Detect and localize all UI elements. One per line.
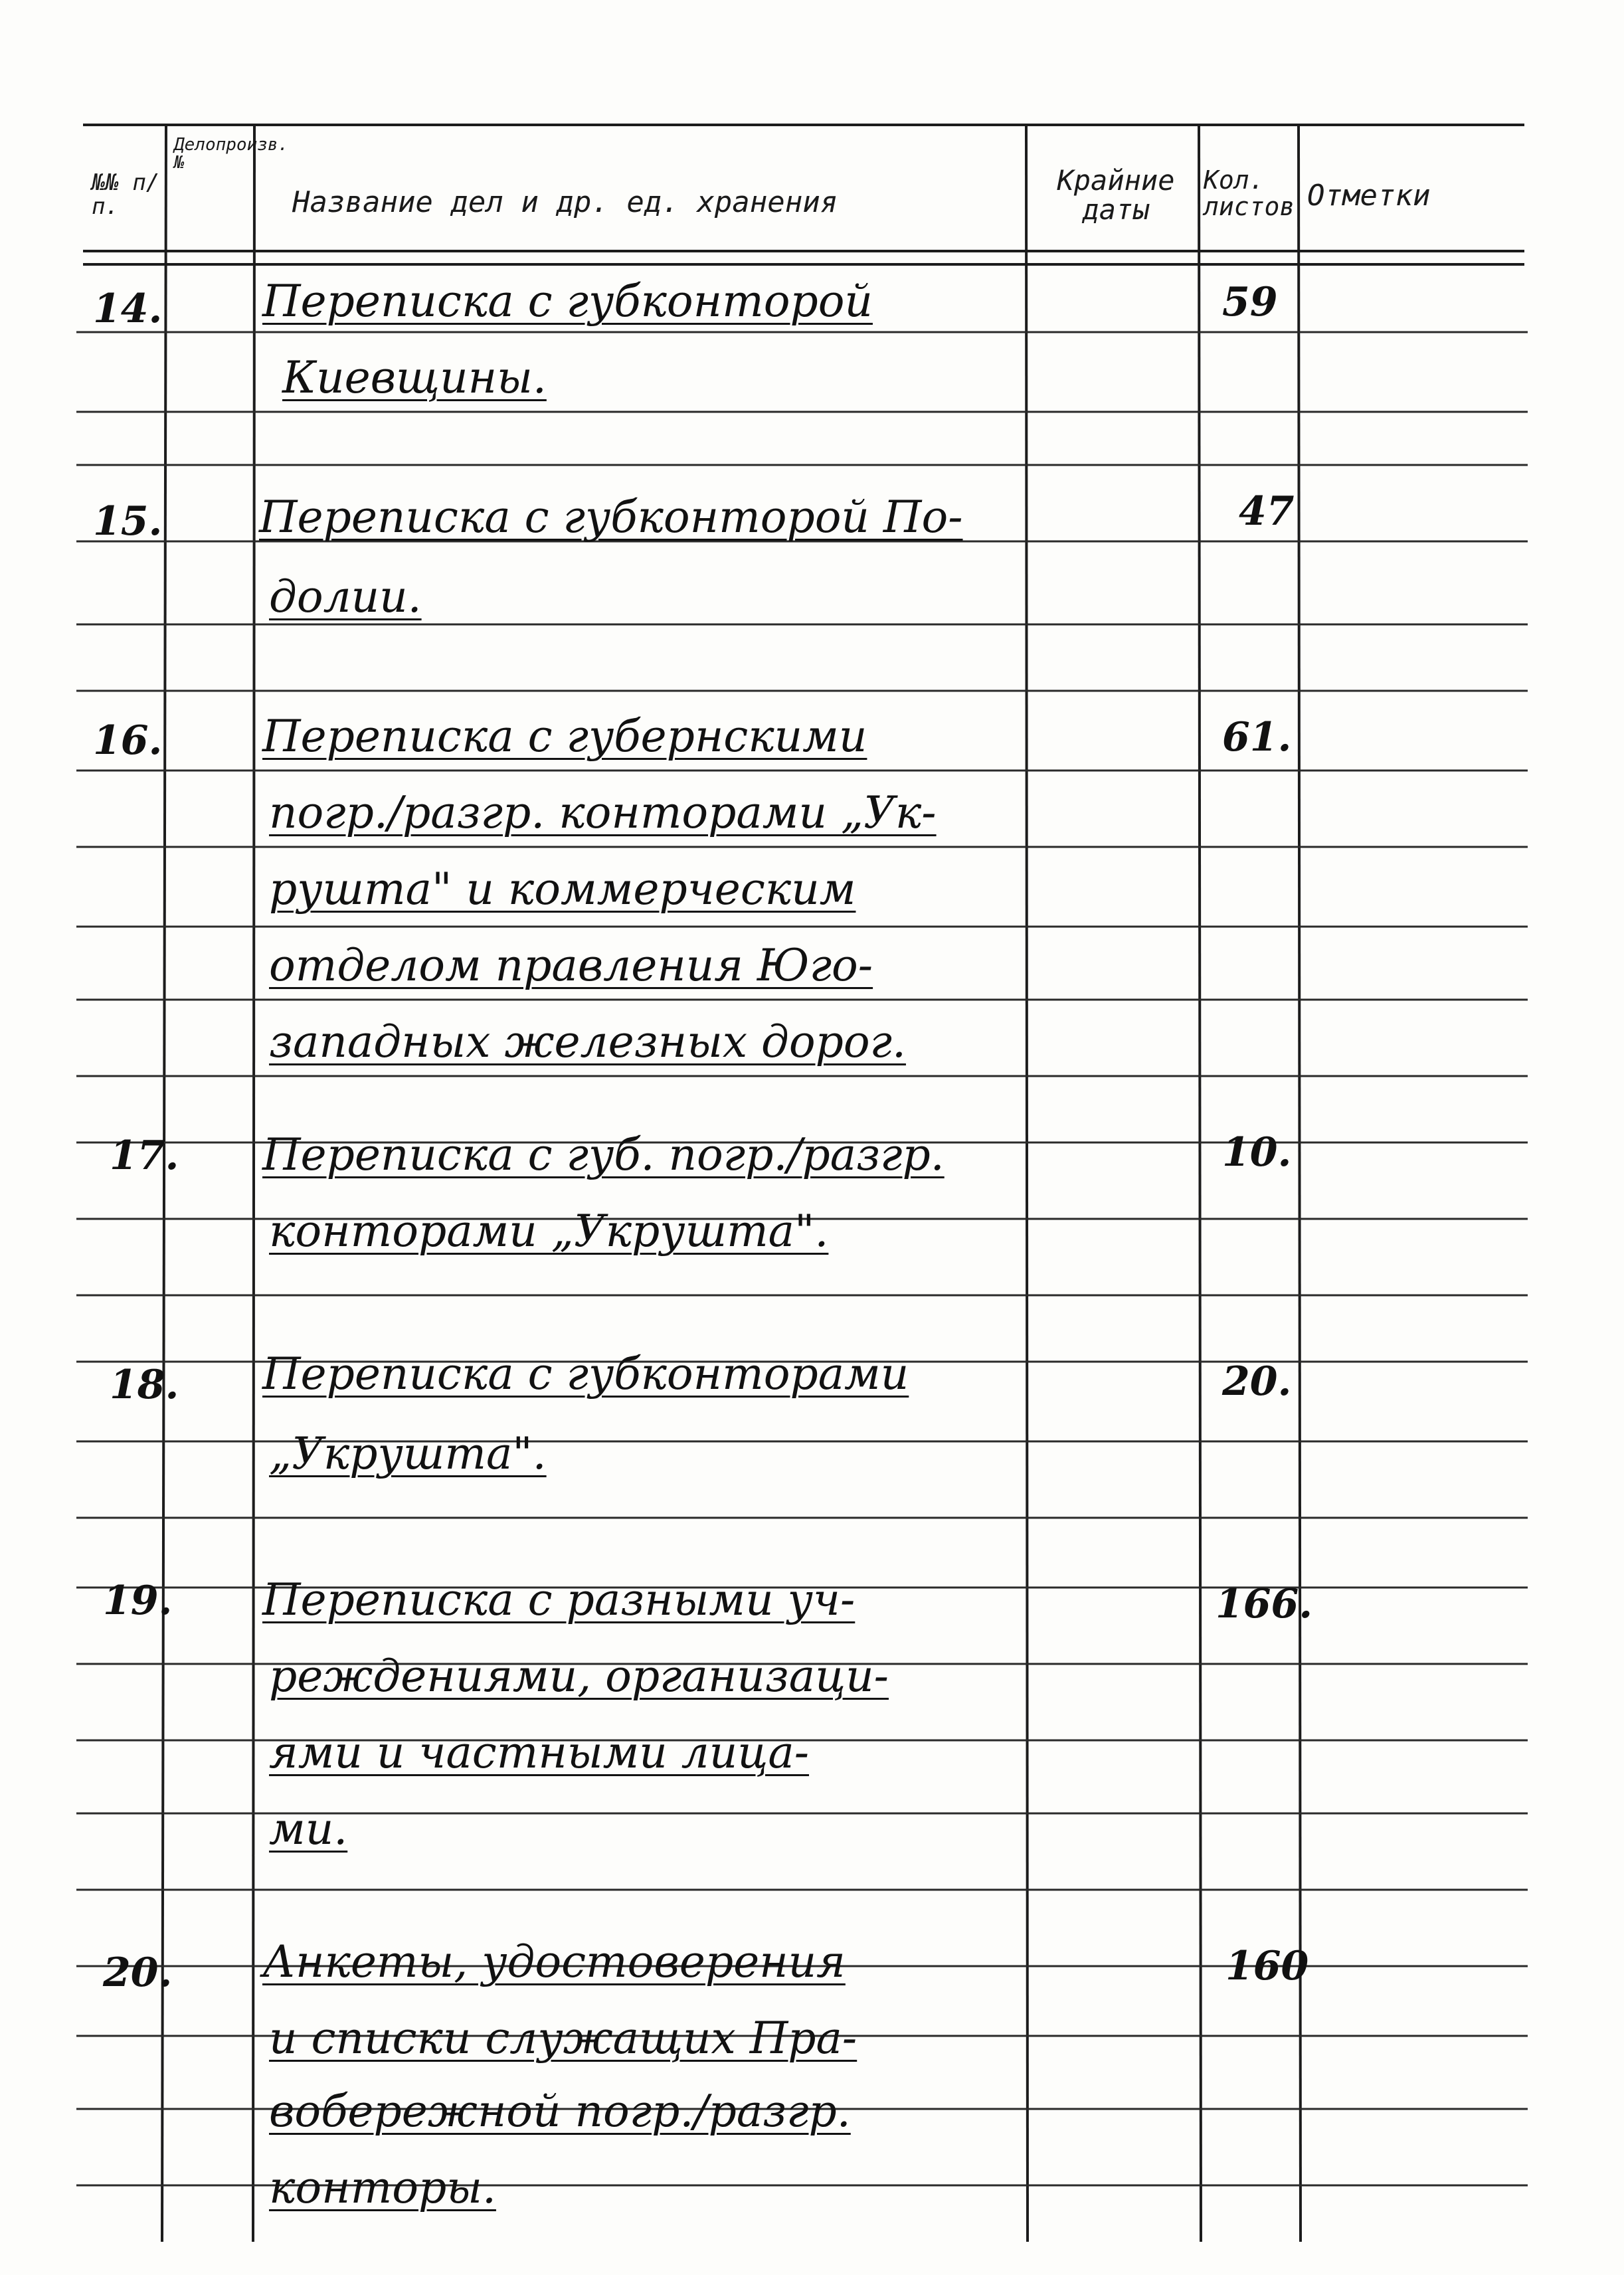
entry-number: 14. bbox=[93, 286, 163, 332]
entry-title-line: и списки служащих Пра- bbox=[269, 2013, 857, 2064]
header-col-dates: Крайние даты bbox=[1057, 164, 1175, 227]
entry-title-line: вобережной погр./разгр. bbox=[269, 2086, 851, 2137]
entry-title-line: Переписка с губконторой bbox=[262, 276, 873, 327]
entry-title-line: западных железных дорог. bbox=[269, 1016, 906, 1067]
header-col-no: №№ п/п. bbox=[92, 169, 160, 220]
entry-title-line: ми. bbox=[269, 1803, 348, 1855]
entry-title-line: отделом правления Юго- bbox=[269, 940, 873, 991]
entry-title-line: Киевщины. bbox=[282, 352, 547, 403]
entry-title-line: Переписка с губернскими bbox=[262, 711, 867, 762]
header-col-deloproizv: Делопроизв. № bbox=[174, 135, 289, 173]
entry-sheet-count: 47 bbox=[1239, 488, 1295, 535]
entry-sheet-count: 20. bbox=[1222, 1358, 1292, 1405]
entry-number: 19. bbox=[103, 1578, 173, 1624]
entry-title-line: реждениями, организаци- bbox=[269, 1651, 889, 1702]
entry-number: 18. bbox=[110, 1362, 179, 1408]
entry-title-line: рушта" и коммерческим bbox=[269, 864, 856, 915]
entry-sheet-count: 166. bbox=[1216, 1581, 1313, 1627]
entry-sheet-count: 10. bbox=[1222, 1129, 1292, 1176]
entry-sheet-count: 160 bbox=[1225, 1943, 1309, 1989]
entry-title-line: Переписка с губ. погр./разгр. bbox=[262, 1129, 945, 1180]
entry-title-line: Переписка с разными уч- bbox=[262, 1574, 856, 1625]
header-col-title: Название дел и др. ед. хранения bbox=[292, 185, 838, 219]
entry-title-line: Анкеты, удостоверения bbox=[262, 1936, 846, 1987]
entry-title-line: Переписка с губконторами bbox=[262, 1348, 909, 1400]
header-col-notes: Отметки bbox=[1307, 179, 1431, 213]
entry-title-line: конторы. bbox=[269, 2162, 496, 2213]
entry-title-line: Переписка с губконторой По- bbox=[259, 492, 963, 543]
entry-title-line: конторами „Укрушта". bbox=[269, 1206, 829, 1257]
entry-title-line: погр./разгр. конторами „Ук- bbox=[269, 787, 937, 838]
header-col-sheets: Кол. листов bbox=[1204, 165, 1295, 221]
entry-title-line: ями и частными лица- bbox=[269, 1727, 810, 1778]
entry-number: 16. bbox=[93, 717, 163, 764]
entry-title-line: „Укрушта". bbox=[269, 1428, 547, 1479]
entry-title-line: долии. bbox=[269, 571, 422, 622]
entry-number: 20. bbox=[103, 1950, 173, 1996]
entry-sheet-count: 59 bbox=[1222, 279, 1278, 325]
entry-number: 17. bbox=[110, 1133, 179, 1179]
entry-sheet-count: 61. bbox=[1222, 714, 1292, 761]
entry-number: 15. bbox=[93, 498, 163, 545]
